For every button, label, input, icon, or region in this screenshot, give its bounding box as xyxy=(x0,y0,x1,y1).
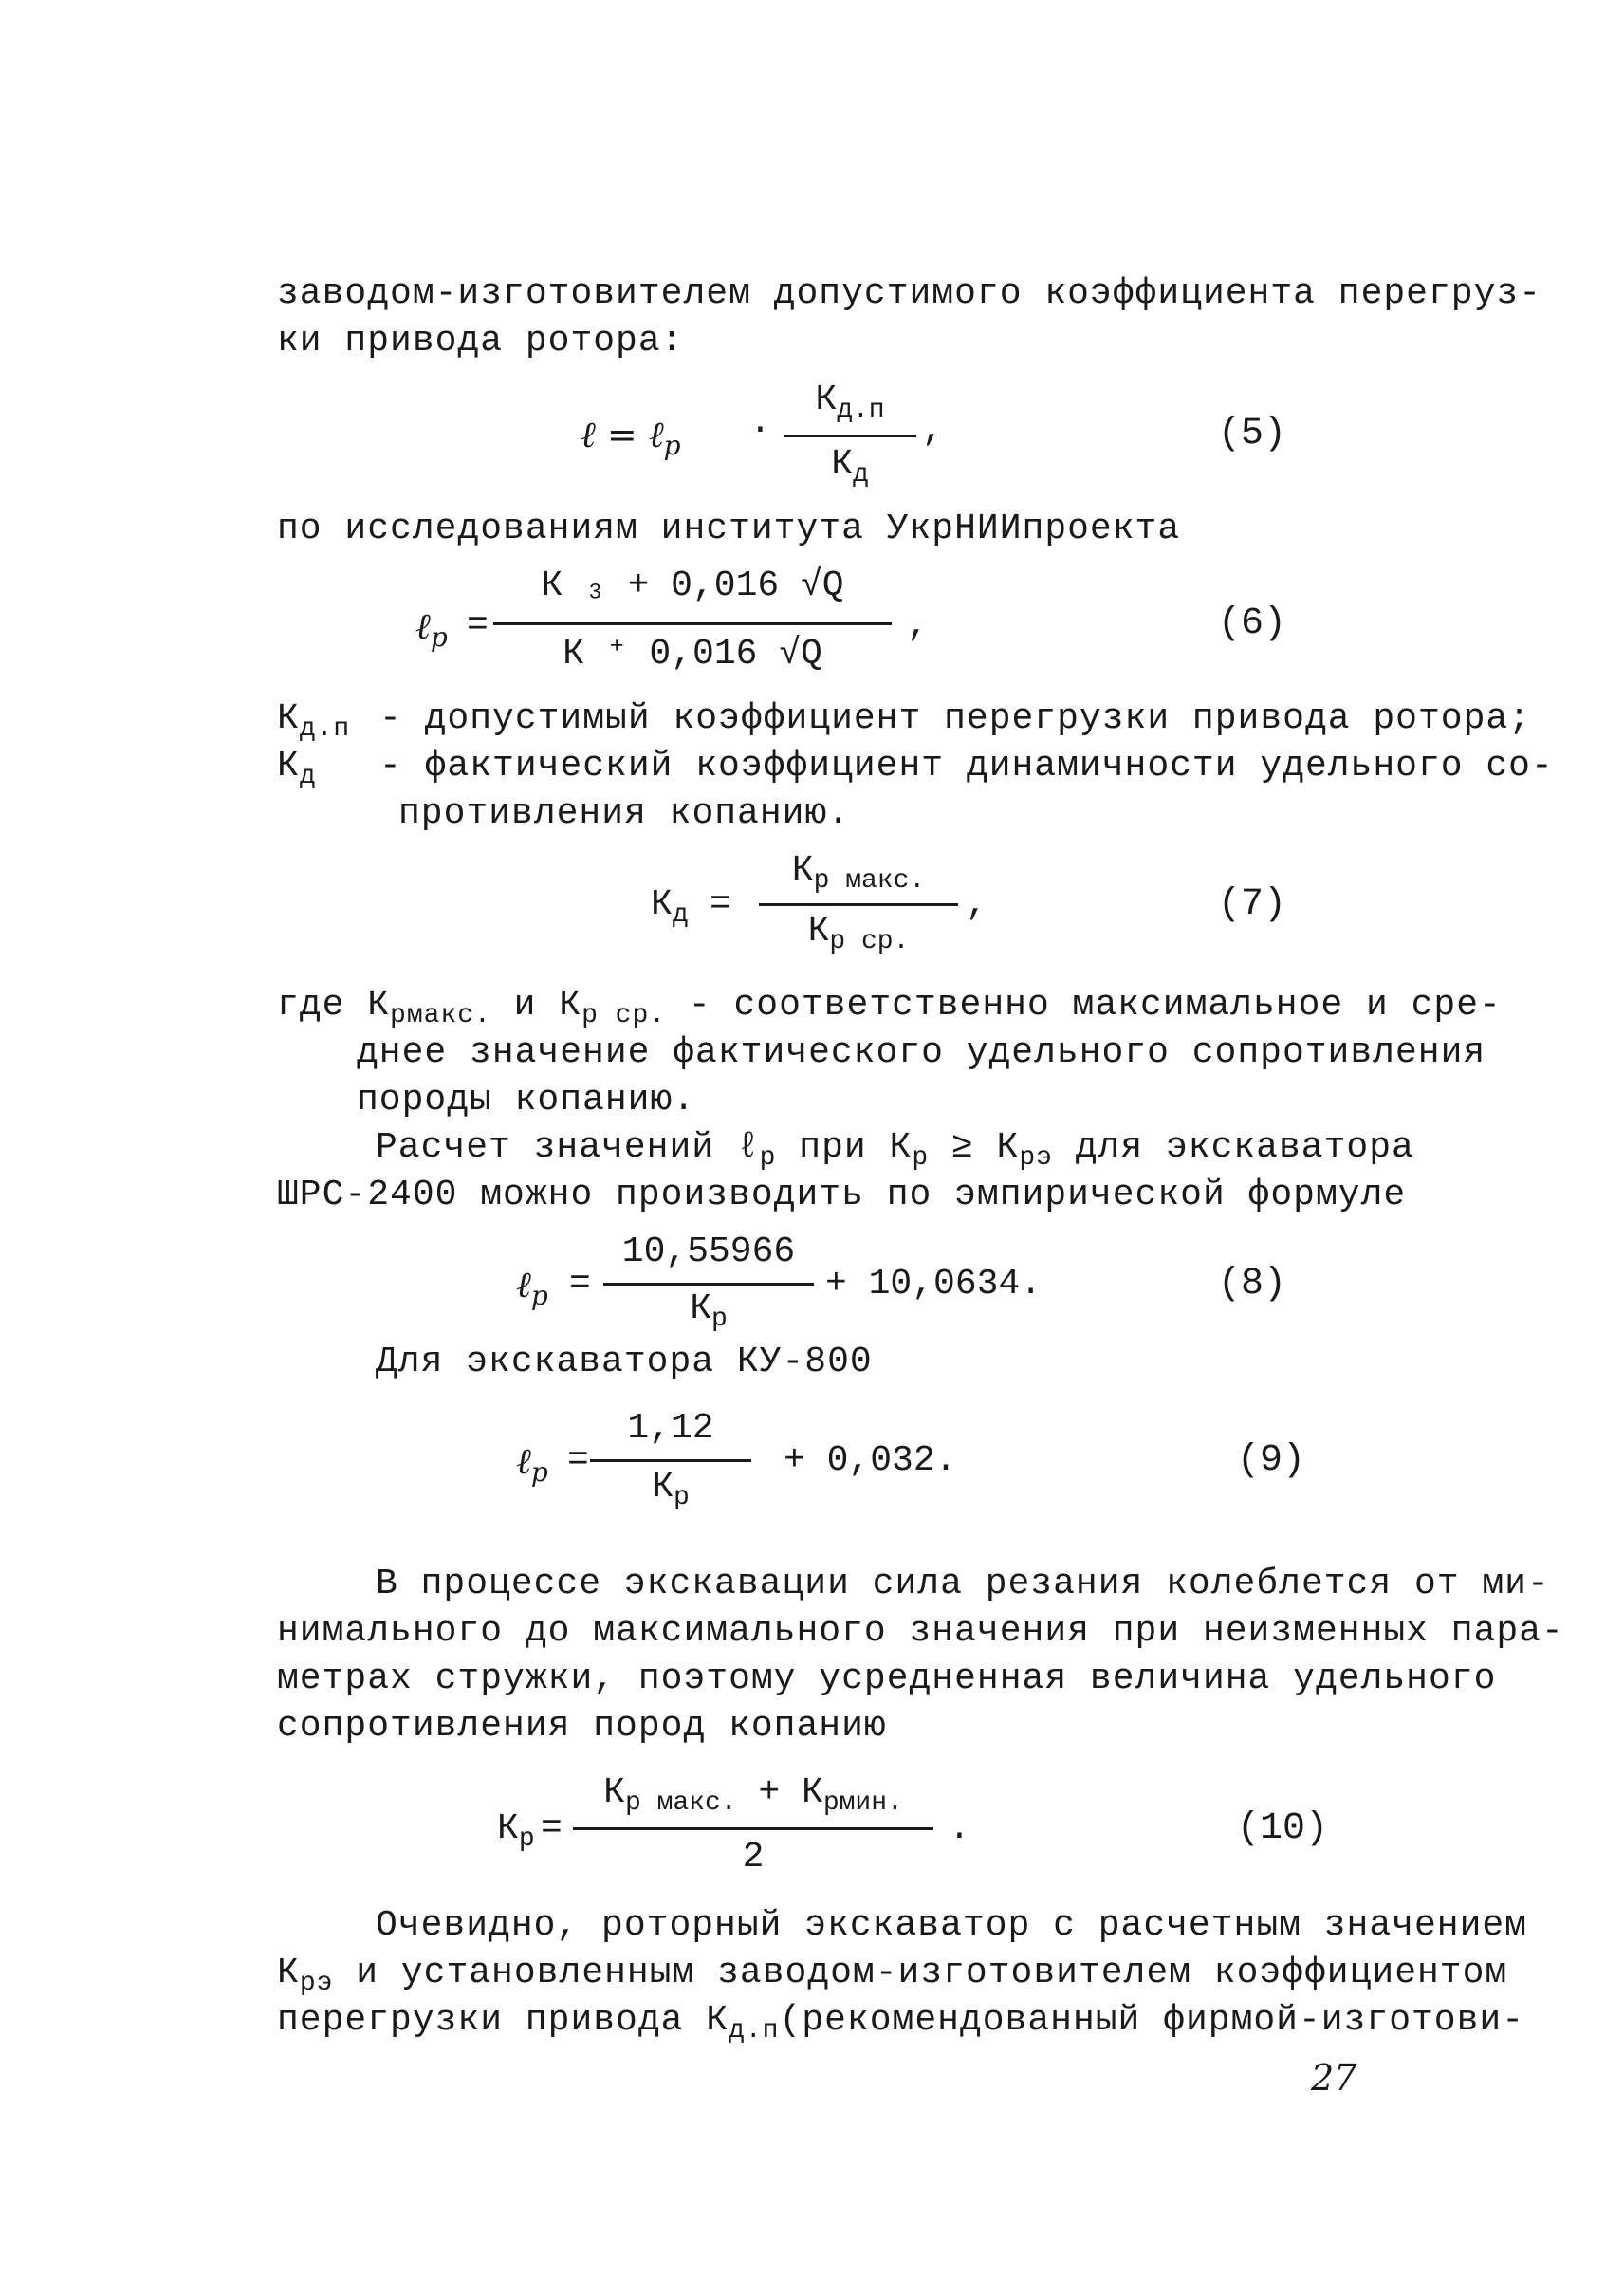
eq9-numerator: 1,12 xyxy=(627,1408,714,1449)
paragraph-6-line-2: $К_{рэ}$ и установленным заводом-изготовителем коэффициентом xyxy=(277,1953,1508,1998)
paragraph-4-line-2: ШРС-2400 можно производить по эмпирической формуле xyxy=(277,1175,1407,1215)
eq8-fraction-bar xyxy=(603,1283,814,1286)
eq5-denominator: $К_д$ xyxy=(831,444,869,490)
eq7-equals: = xyxy=(710,884,731,925)
eq5-tail: , xyxy=(922,410,944,451)
paragraph-1-line-2: ки привода ротора: xyxy=(277,321,684,361)
eq7-tail: , xyxy=(966,884,987,925)
eq6-numerator: К ₃ + 0,016 √Q xyxy=(541,565,844,606)
definition-item: $К_{д.п}$ xyxy=(277,698,351,744)
eq9-lhs: ℓ$_р$ xyxy=(516,1440,548,1488)
paragraph-5-line-1: В процессе экскавации сила резания колеблется от ми- xyxy=(376,1564,1550,1604)
paragraph-2: по исследованиям института УкрНИИпроекта xyxy=(277,509,1181,549)
eq10-numerator: $К_{р макс.} + К_{рмин.}$ xyxy=(603,1772,903,1818)
eq10-lhs: $К_р$ xyxy=(497,1808,535,1854)
paragraph-4-line-1: Расчет значений ℓ$_р$ при $К_р \ge К_{рэ}$ для экскаватора xyxy=(376,1127,1414,1173)
eq8-number: (8) xyxy=(1218,1263,1287,1305)
eq6-lhs: ℓ$_р$ xyxy=(415,605,448,653)
paragraph-1-line-1: заводом-изготовителем допустимого коэффициента перегруз- xyxy=(277,273,1542,314)
eq10-fraction-bar xyxy=(573,1827,933,1830)
eq9-fraction-bar xyxy=(590,1459,751,1462)
definition-text: - допустимый коэффициент перегрузки привода ротора; xyxy=(379,698,1531,739)
paragraph-3-line-2: днее значение фактического удельного сопротивления xyxy=(357,1032,1486,1073)
eq8-denominator: $К_р$ xyxy=(690,1288,728,1334)
definition-text: противления копанию. xyxy=(398,793,851,834)
eq8-numerator: 10,55966 xyxy=(621,1231,796,1272)
paragraph-3-line-1: где $К_{рмакс.}$ и $К_{р ср.}$ - соответственно максимальное и сре- xyxy=(277,985,1502,1030)
eq9-number: (9) xyxy=(1237,1439,1306,1482)
eq5-lhs: ℓ = ℓ$_р$ xyxy=(581,414,681,461)
paragraph-6-line-3: перегрузки привода $К_{д.п}(рекомендованный$ фирмой-изготови- xyxy=(277,2000,1525,2046)
eq6-denominator: К ⁺ 0,016 √Q xyxy=(563,634,822,675)
paragraph-3-line-3: породы копанию. xyxy=(357,1080,696,1120)
paragraph-6-line-1: Очевидно, роторный экскаватор с расчетным значением xyxy=(376,1905,1527,1946)
eq10-tail: . xyxy=(949,1808,970,1849)
eq6-number: (6) xyxy=(1218,602,1287,645)
page-number: 27 xyxy=(1311,2057,1357,2099)
eq8-tail: + 10,0634. xyxy=(825,1264,1043,1305)
eq10-equals: = xyxy=(541,1808,563,1849)
eq9-denominator: $К_р$ xyxy=(652,1467,690,1512)
eq9-equals: = xyxy=(567,1440,589,1481)
eq10-denominator: 2 xyxy=(742,1837,765,1878)
paragraph-5-line-3: метрах стружки, поэтому усредненная величина удельного xyxy=(277,1658,1497,1699)
caption-ku800: Для экскаватора КУ-800 xyxy=(376,1342,873,1382)
definition-item: $К_д$ xyxy=(277,746,317,791)
eq5-number: (5) xyxy=(1218,413,1287,455)
eq6-equals: = xyxy=(467,605,489,646)
eq7-number: (7) xyxy=(1218,883,1287,926)
eq7-fraction-bar xyxy=(759,903,958,906)
definition-text: - фактический коэффициент динамичности удельного со- xyxy=(379,746,1554,787)
eq10-number: (10) xyxy=(1237,1807,1329,1850)
eq8-lhs: ℓ$_р$ xyxy=(516,1264,548,1311)
eq7-numerator: $К_{р макс.}$ xyxy=(791,850,926,896)
eq5-numerator: $К_{д.п}$ xyxy=(815,380,885,425)
eq7-denominator: $К_{р ср.}$ xyxy=(807,911,910,956)
paragraph-5-line-2: нимального до максимального значения при неизменных пара- xyxy=(277,1611,1564,1652)
eq5-dot: · xyxy=(749,410,771,451)
eq6-tail: , xyxy=(907,605,929,646)
paragraph-5-line-4: сопротивления пород копанию xyxy=(277,1706,887,1747)
eq7-lhs: $К_д$ xyxy=(651,884,689,930)
eq9-tail: + 0,032. xyxy=(784,1440,957,1481)
eq5-fraction-bar xyxy=(784,435,916,437)
eq8-equals: = xyxy=(569,1264,591,1305)
eq6-fraction-bar xyxy=(493,622,892,625)
